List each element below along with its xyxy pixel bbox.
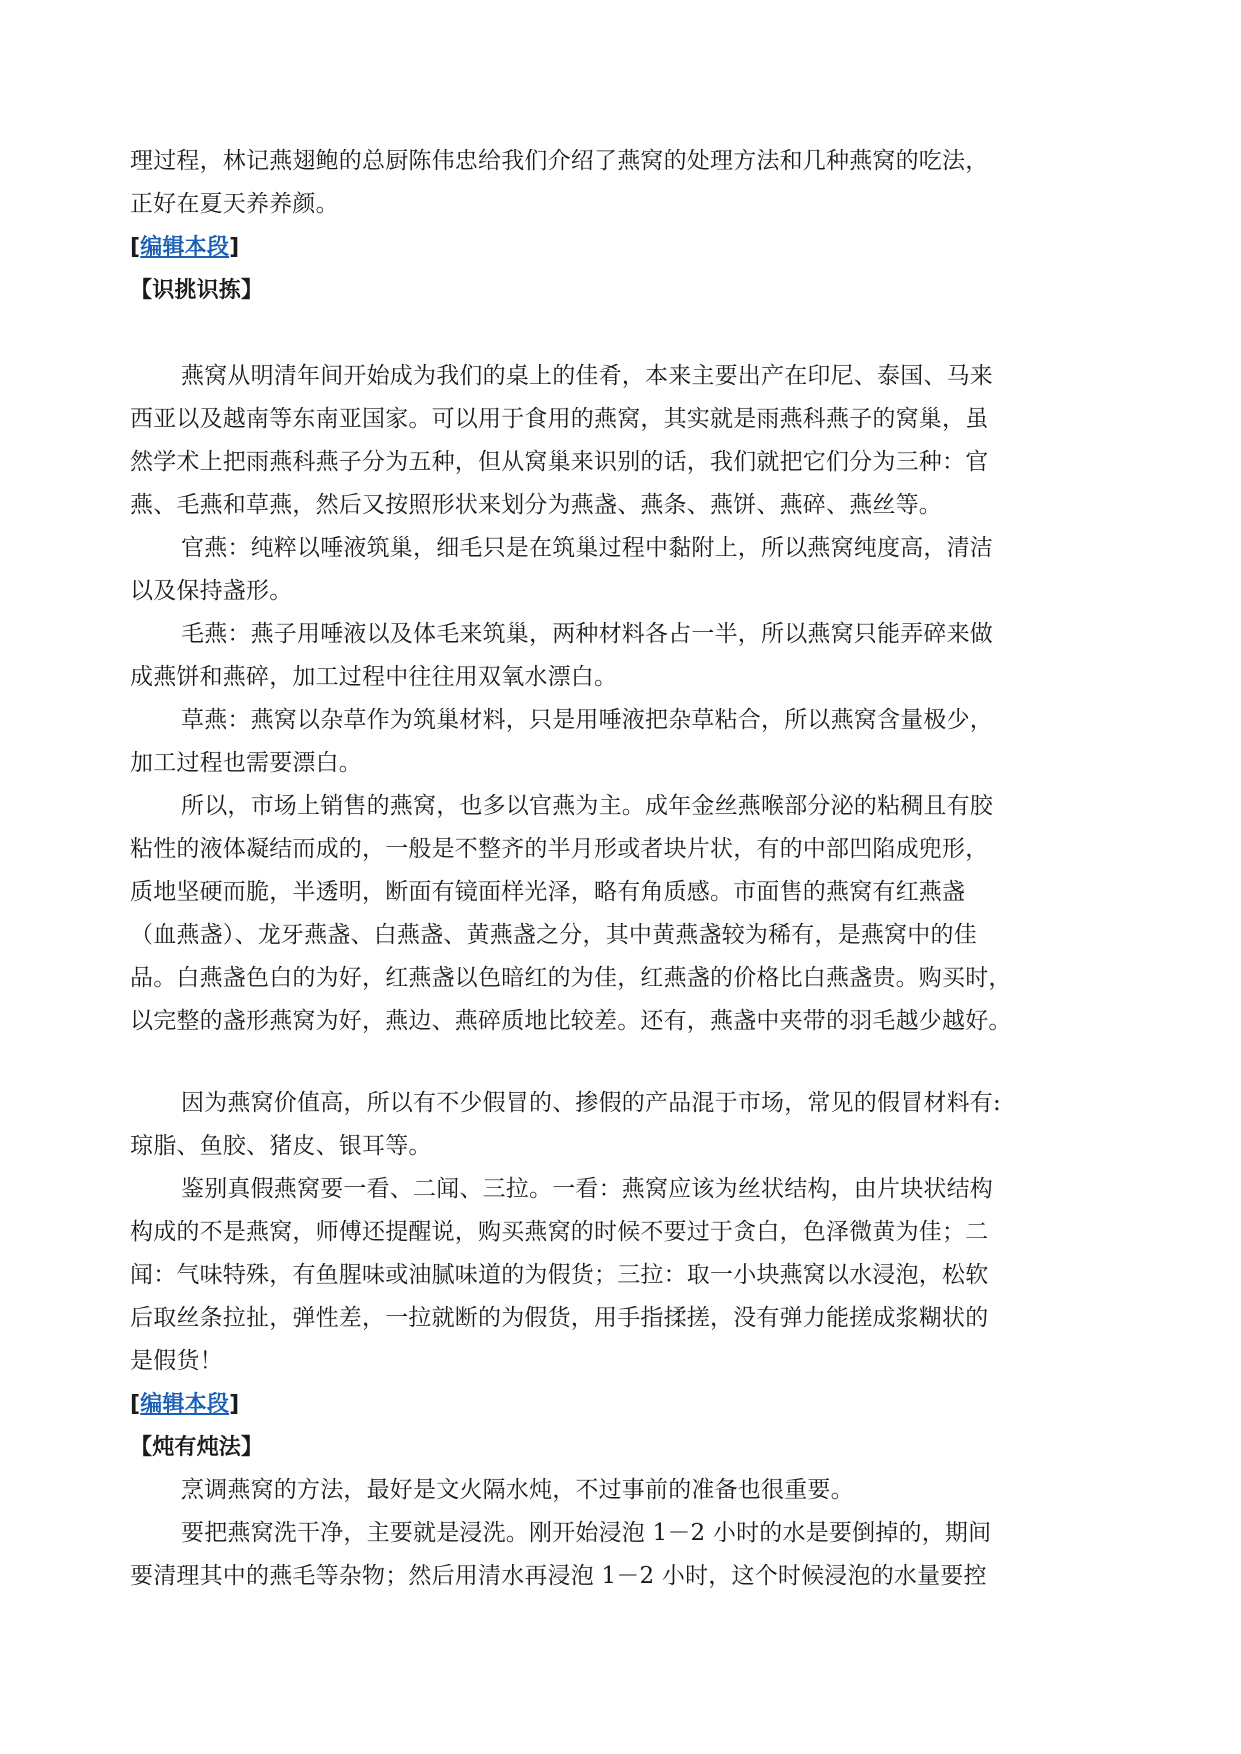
body-text-line: 以及保持盏形。 — [130, 578, 293, 604]
section-heading: 【炖有炖法】 — [130, 1435, 264, 1460]
body-text-line: 要清理其中的燕毛等杂物；然后用清水再浸泡 1－2 小时，这个时候浸泡的水量要控 — [130, 1563, 987, 1589]
body-text-line: 后取丝条拉扯，弹性差，一拉就断的为假货，用手指揉搓，没有弹力能搓成浆糊状的 — [130, 1305, 989, 1331]
body-text-line: 是假货！ — [130, 1348, 223, 1374]
edit-section-link-1: [编辑本段] — [130, 235, 240, 260]
body-text-line: 成燕饼和燕碎，加工过程中往往用双氧水漂白。 — [130, 664, 618, 690]
body-text-line: 正好在夏天养养颜。 — [130, 191, 339, 217]
body-text-line: 烹调燕窝的方法，最好是文火隔水炖，不过事前的准备也很重要。 — [181, 1477, 854, 1503]
body-text-line: 然学术上把雨燕科燕子分为五种，但从窝巢来识别的话，我们就把它们分为三种：官 — [130, 449, 989, 475]
body-text-line: 品。白燕盏色白的为好，红燕盏以色暗红的为佳，红燕盏的价格比白燕盏贵。购买时， — [130, 965, 1012, 991]
body-text-line: 以完整的盏形燕窝为好，燕边、燕碎质地比较差。还有，燕盏中夹带的羽毛越少越好。 — [130, 1008, 1012, 1034]
body-text-line: 西亚以及越南等东南亚国家。可以用于食用的燕窝，其实就是雨燕科燕子的窝巢，虽 — [130, 406, 989, 432]
body-text-line: （血燕盏）、龙牙燕盏、白燕盏、黄燕盏之分，其中黄燕盏较为稀有，是燕窝中的佳 — [130, 922, 977, 948]
body-text-line: 因为燕窝价值高，所以有不少假冒的、掺假的产品混于市场，常见的假冒材料有: — [181, 1090, 1001, 1116]
body-text-line: 官燕：纯粹以唾液筑巢，细毛只是在筑巢过程中黏附上，所以燕窝纯度高，清洁 — [181, 535, 993, 561]
body-text-line: 所以，市场上销售的燕窝，也多以官燕为主。成年金丝燕喉部分泌的粘稠且有胶 — [181, 793, 993, 819]
edit-section-link[interactable]: 编辑本段 — [140, 235, 230, 260]
body-text-line: 琼脂、鱼胶、猪皮、银耳等。 — [130, 1133, 432, 1159]
document-page — [130, 140, 1110, 1598]
body-text-line: 要把燕窝洗干净，主要就是浸洗。刚开始浸泡 1－2 小时的水是要倒掉的，期间 — [181, 1520, 992, 1546]
edit-section-link[interactable]: 编辑本段 — [140, 1392, 230, 1417]
body-text-line: 质地坚硬而脆，半透明，断面有镜面样光泽，略有角质感。市面售的燕窝有红燕盏 — [130, 879, 966, 905]
body-text-line: 燕、毛燕和草燕，然后又按照形状来划分为燕盏、燕条、燕饼、燕碎、燕丝等。 — [130, 492, 942, 518]
body-text-line: 毛燕：燕子用唾液以及体毛来筑巢，两种材料各占一半，所以燕窝只能弄碎来做 — [181, 621, 993, 647]
body-text-line: 加工过程也需要漂白。 — [130, 750, 362, 776]
body-text-line: 草燕：燕窝以杂草作为筑巢材料，只是用唾液把杂草粘合，所以燕窝含量极少， — [181, 707, 993, 733]
spacer — [130, 312, 1110, 355]
edit-section-link-2: [编辑本段] — [130, 1392, 240, 1417]
body-text-line: 理过程，林记燕翅鲍的总厨陈伟忠给我们介绍了燕窝的处理方法和几种燕窝的吃法， — [130, 148, 989, 174]
body-text-line: 闻：气味特殊，有鱼腥味或油腻味道的为假货；三拉：取一小块燕窝以水浸泡，松软 — [130, 1262, 989, 1288]
section-heading: 【识挑识拣】 — [130, 278, 264, 303]
body-text-line: 鉴别真假燕窝要一看、二闻、三拉。一看：燕窝应该为丝状结构，由片块状结构 — [181, 1176, 993, 1202]
body-text-line: 构成的不是燕窝，师傅还提醒说，购买燕窝的时候不要过于贪白，色泽微黄为佳；二 — [130, 1219, 989, 1245]
body-text-line: 粘性的液体凝结而成的，一般是不整齐的半月形或者块片状，有的中部凹陷成兜形， — [130, 836, 989, 862]
body-text-line: 燕窝从明清年间开始成为我们的桌上的佳肴，本来主要出产在印尼、泰国、马来 — [181, 363, 993, 389]
spacer — [130, 1043, 1110, 1082]
